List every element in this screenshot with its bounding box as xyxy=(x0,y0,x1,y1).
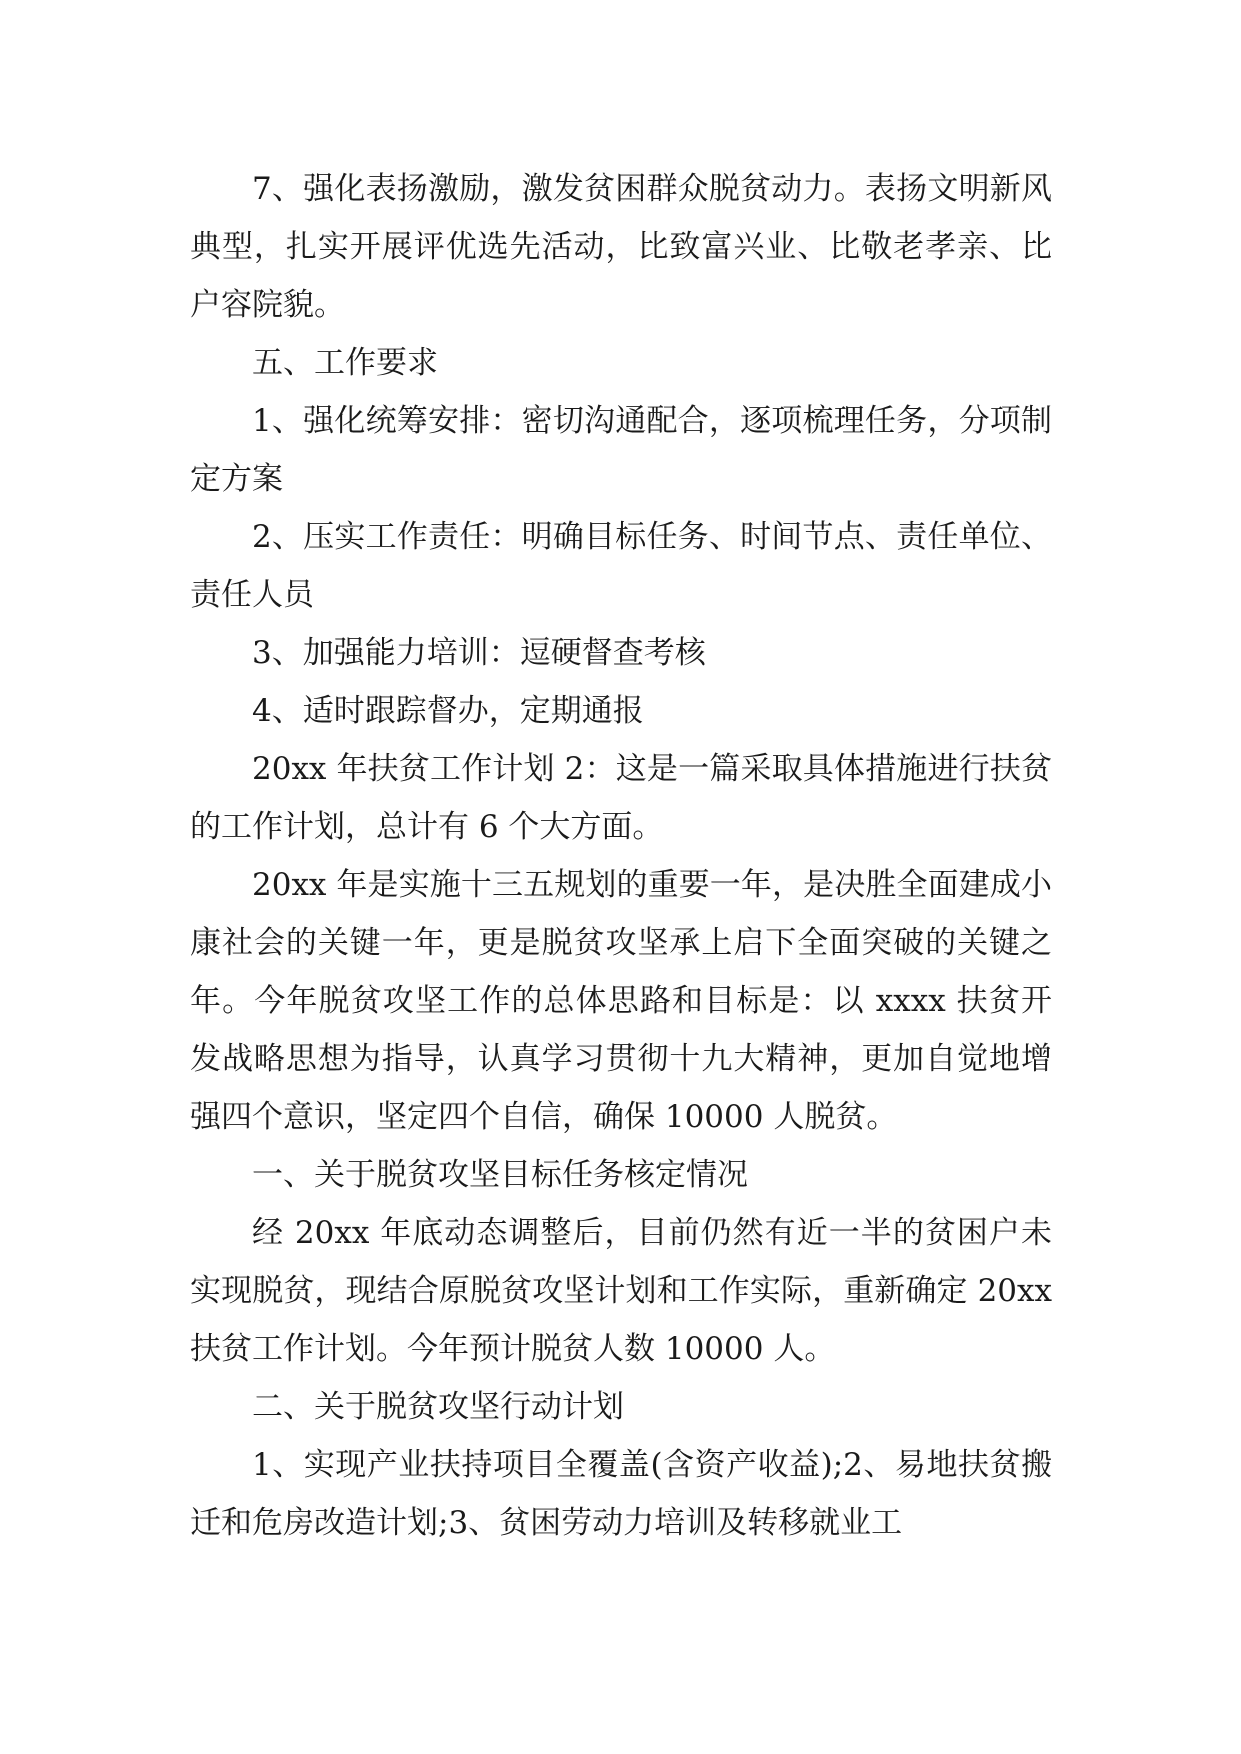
paragraph-requirement-1: 1、强化统筹安排：密切沟通配合，逐项梳理任务，分项制定方案 xyxy=(190,403,1052,497)
paragraph-requirement-3: 3、加强能力培训：逗硬督查考核 xyxy=(252,635,706,671)
paragraph-incentive: 7、强化表扬激励，激发贫困群众脱贫动力。表扬文明新风典型，扎实开展评优选先活动，比致富兴业、比敬老孝亲、比户容院貌。 xyxy=(190,171,1052,323)
heading-work-requirements: 五、工作要求 xyxy=(252,345,438,381)
paragraph-target-detail: 经 20xx 年底动态调整后，目前仍然有近一半的贫困户未实现脱贫，现结合原脱贫攻坚计划和工作实际，重新确定 20xx 扶贫工作计划。今年预计脱贫人数 10000 人。 xyxy=(190,1215,1052,1367)
document-body xyxy=(190,160,1052,1552)
heading-target-verification: 一、关于脱贫攻坚目标任务核定情况 xyxy=(252,1157,748,1193)
paragraph-requirement-4: 4、适时跟踪督办，定期通报 xyxy=(252,693,644,729)
heading-action-plan: 二、关于脱贫攻坚行动计划 xyxy=(252,1389,624,1425)
paragraph-requirement-2: 2、压实工作责任：明确目标任务、时间节点、责任单位、责任人员 xyxy=(190,519,1052,613)
paragraph-overall-goal: 20xx 年是实施十三五规划的重要一年，是决胜全面建成小康社会的关键一年，更是脱贫攻坚承上启下全面突破的关键之年。今年脱贫攻坚工作的总体思路和目标是：以 xxxx 扶贫开发战略思想为指导，认真学习贯彻十九大精神，更加自觉地增强四个意识，坚定四个自信，确保 10000 人脱贫。 xyxy=(190,867,1052,1135)
paragraph-plan-2-intro: 20xx 年扶贫工作计划 2：这是一篇采取具体措施进行扶贫的工作计划，总计有 6 个大方面。 xyxy=(190,751,1052,845)
paragraph-action-items: 1、实现产业扶持项目全覆盖(含资产收益);2、易地扶贫搬迁和危房改造计划;3、贫困劳动力培训及转移就业工 xyxy=(190,1447,1052,1541)
